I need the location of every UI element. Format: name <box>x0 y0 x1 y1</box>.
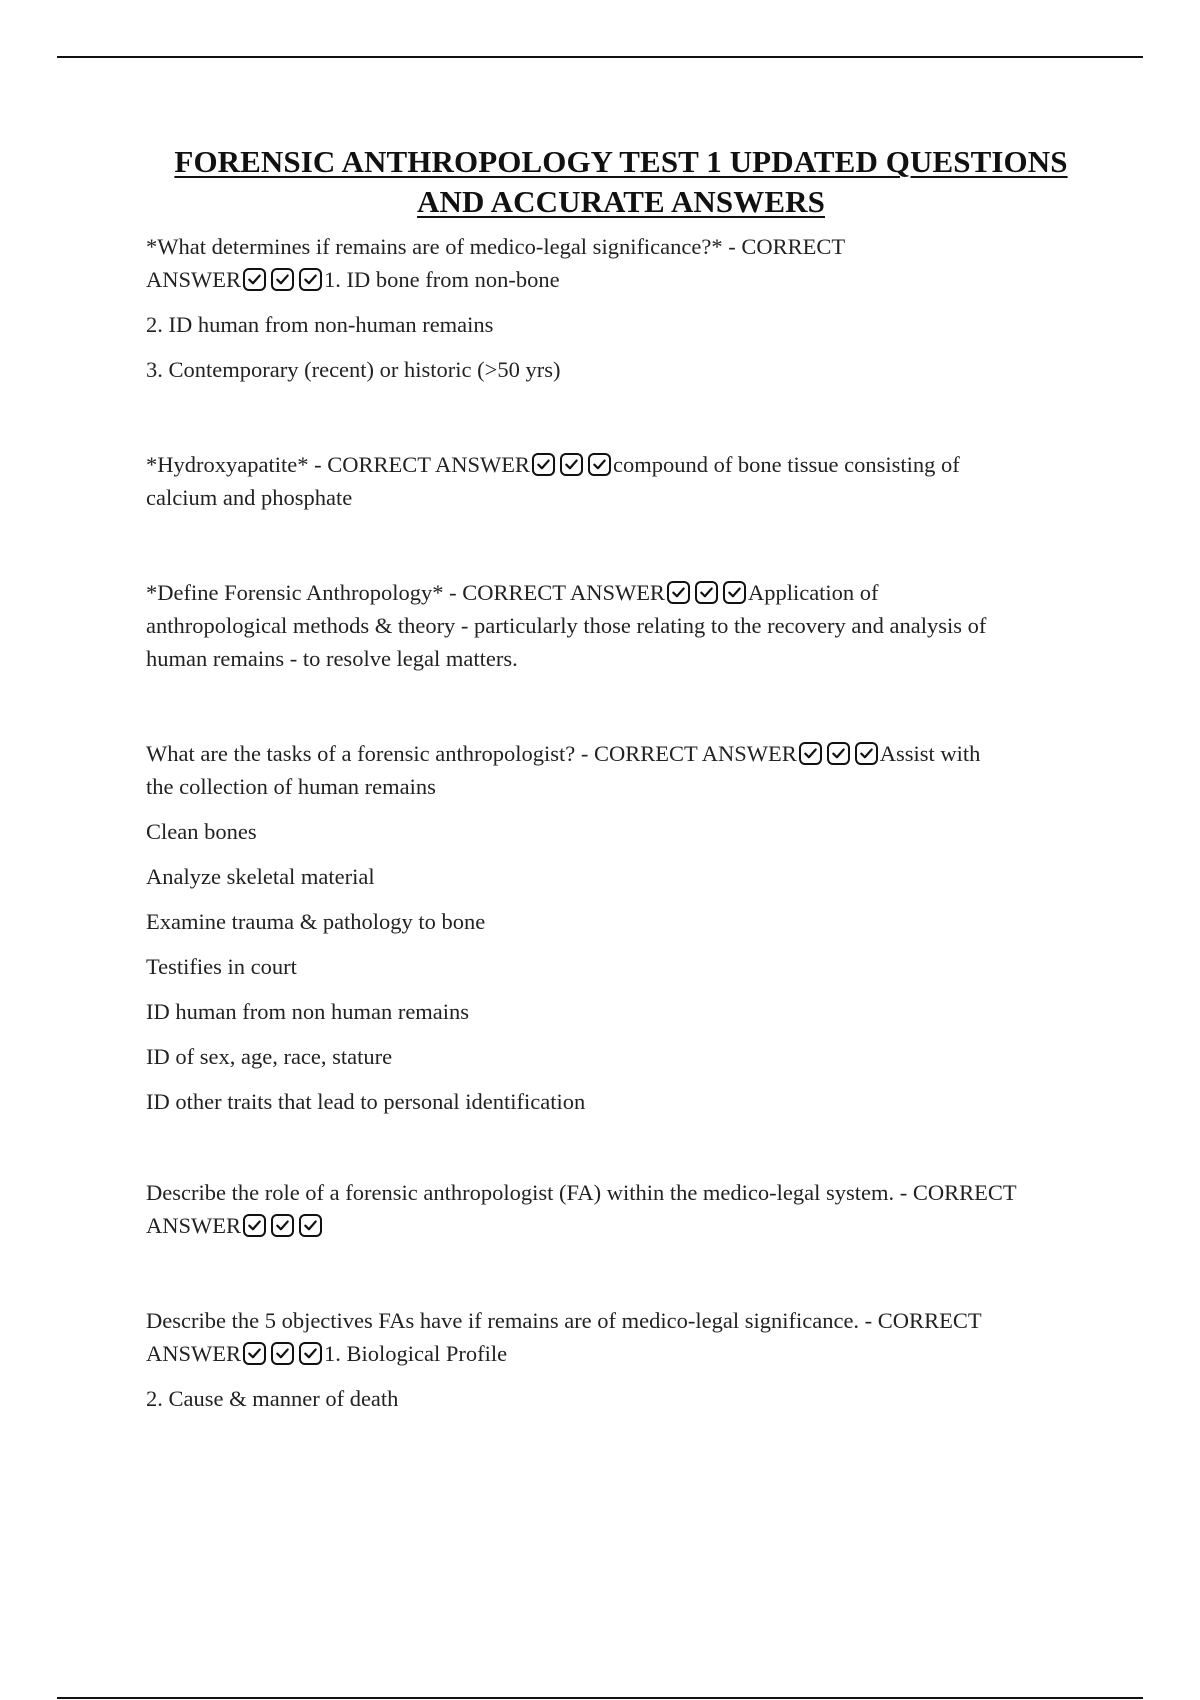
list-item: ID of sex, age, race, stature <box>146 1044 393 1069</box>
question-text: *Hydroxyapatite* - CORRECT ANSWER <box>146 452 530 477</box>
answer-continuation: calcium and phosphate <box>146 485 353 510</box>
list-item: 3. Contemporary (recent) or historic (>50 yrs) <box>146 357 561 382</box>
checkbox-checked-icon <box>243 268 266 291</box>
checkbox-checked-icon <box>855 742 878 765</box>
answer-text: 1. Biological Profile <box>324 1341 508 1366</box>
list-item: ID other traits that lead to personal identification <box>146 1089 586 1114</box>
checkbox-checked-icon <box>723 581 746 604</box>
qa-entry-5 <box>146 1176 1096 1242</box>
checkbox-checked-icon <box>299 1214 322 1237</box>
qa-entry-4 <box>146 737 1096 1118</box>
document-title <box>136 142 1106 222</box>
question-text: Describe the 5 objectives FAs have if remains are of medico-legal significance. - CORRECT <box>146 1308 982 1333</box>
answer-continuation: anthropological methods & theory - particularly those relating to the recovery and analysis of <box>146 613 987 638</box>
question-answer-line <box>146 737 1096 770</box>
check-marks <box>532 453 611 476</box>
list-item: 2. Cause & manner of death <box>146 1386 399 1411</box>
answer-text: compound of bone tissue consisting of <box>612 452 960 477</box>
answer-line <box>146 263 1096 296</box>
title-line-2: AND ACCURATE ANSWERS <box>417 184 825 219</box>
question-text: Describe the role of a forensic anthropologist (FA) within the medico-legal system. - CORRECT <box>146 1180 1017 1205</box>
qa-entry-2 <box>146 448 1096 514</box>
qa-entry-3 <box>146 576 1096 675</box>
title-line-1: FORENSIC ANTHROPOLOGY TEST 1 UPDATED QUESTIONS <box>174 144 1068 179</box>
question-answer-line <box>146 576 1096 609</box>
check-marks <box>667 581 746 604</box>
answer-label: ANSWER <box>146 267 241 292</box>
answer-text: Assist with <box>879 741 981 766</box>
list-item: Analyze skeletal material <box>146 864 375 889</box>
check-marks <box>243 1342 322 1365</box>
answer-continuation: the collection of human remains <box>146 774 436 799</box>
checkbox-checked-icon <box>532 453 555 476</box>
question-text: *Define Forensic Anthropology* - CORRECT ANSWER <box>146 580 665 605</box>
document-body <box>146 142 1096 1415</box>
list-item: ID human from non human remains <box>146 999 470 1024</box>
checkbox-checked-icon <box>667 581 690 604</box>
question-answer-line <box>146 448 1096 481</box>
checkbox-checked-icon <box>588 453 611 476</box>
checkbox-checked-icon <box>799 742 822 765</box>
checkbox-checked-icon <box>243 1214 266 1237</box>
checkbox-checked-icon <box>695 581 718 604</box>
list-item: Examine trauma & pathology to bone <box>146 909 486 934</box>
answer-text: Application of <box>747 580 879 605</box>
page-bottom-rule <box>57 1697 1143 1699</box>
checkbox-checked-icon <box>827 742 850 765</box>
answer-label: ANSWER <box>146 1341 241 1366</box>
list-item: 2. ID human from non-human remains <box>146 312 494 337</box>
answer-label: ANSWER <box>146 1213 241 1238</box>
answer-continuation: human remains - to resolve legal matters. <box>146 646 518 671</box>
qa-entry-6 <box>146 1304 1096 1415</box>
checkbox-checked-icon <box>299 268 322 291</box>
checkbox-checked-icon <box>271 268 294 291</box>
list-item: Testifies in court <box>146 954 297 979</box>
check-marks <box>243 268 322 291</box>
checkbox-checked-icon <box>560 453 583 476</box>
check-marks <box>799 742 878 765</box>
question-text: What are the tasks of a forensic anthropologist? - CORRECT ANSWER <box>146 741 797 766</box>
checkbox-checked-icon <box>299 1342 322 1365</box>
checkbox-checked-icon <box>243 1342 266 1365</box>
checkbox-checked-icon <box>271 1214 294 1237</box>
answer-line <box>146 1209 1096 1242</box>
question-text: *What determines if remains are of medico-legal significance?* - CORRECT <box>146 234 846 259</box>
checkbox-checked-icon <box>271 1342 294 1365</box>
qa-entry-1 <box>146 230 1096 386</box>
list-item: Clean bones <box>146 819 257 844</box>
page-top-rule <box>57 56 1143 58</box>
answer-line <box>146 1337 1096 1370</box>
answer-text: 1. ID bone from non-bone <box>324 267 560 292</box>
check-marks <box>243 1214 322 1237</box>
